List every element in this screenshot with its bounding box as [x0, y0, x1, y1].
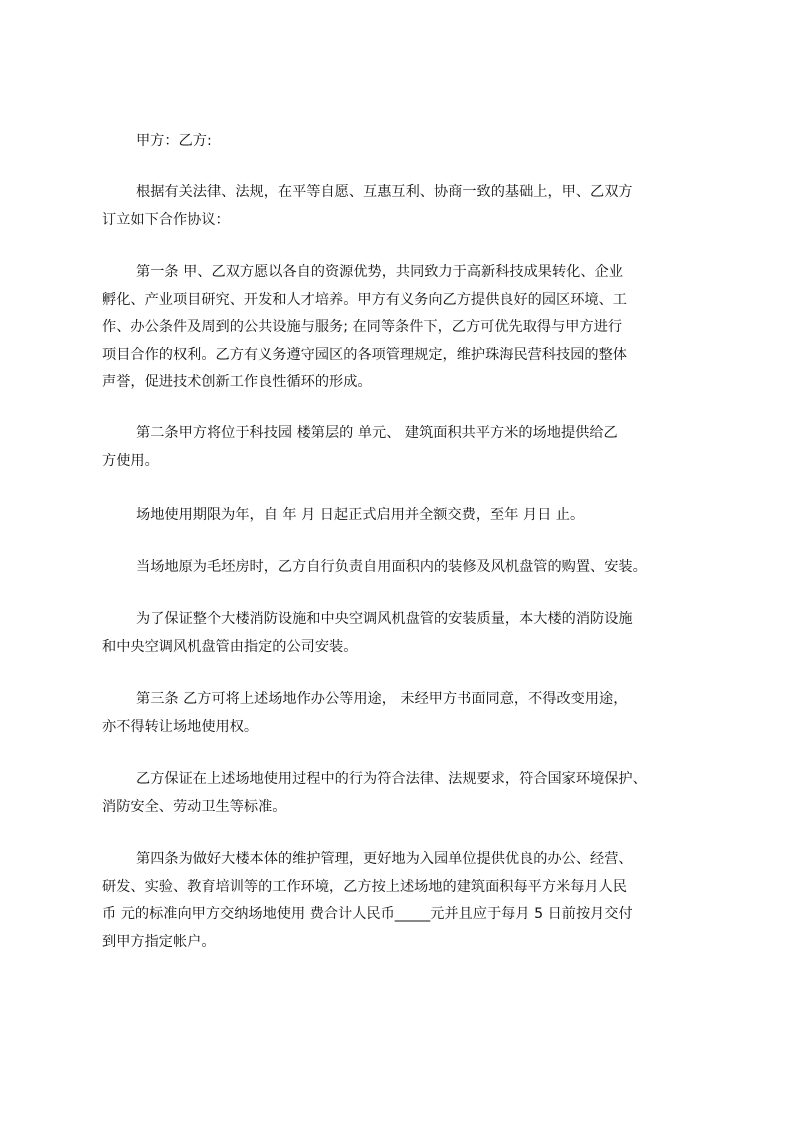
- renovation-text: 当场地原为毛坯房时，乙方自行负责自用面积内的装修及风机盘管的购置、安装。: [136, 559, 647, 575]
- article1-line-4: 项目合作的权利。乙方有义务遵守园区的各项管理规定，维护珠海民营科技园的整体: [102, 346, 627, 363]
- article4-line-4: 到甲方指定帐户。: [102, 933, 216, 950]
- compliance-paragraph: [102, 766, 712, 821]
- article4-line-3: 币 元的标准向甲方交纳场地使用 费合计人民币_____元并且应于每月 5 日前按月交付: [102, 906, 633, 922]
- article1-line-5: 声誉，促进技术创新工作良性循环的形成。: [102, 374, 372, 390]
- article4-paragraph: [102, 846, 712, 956]
- installation-paragraph: [102, 606, 712, 661]
- compliance-line-1: 乙方保证在上述场地使用过程中的行为符合法律、法规要求，符合国家环境保护、: [136, 771, 647, 787]
- article4-line-2: 研发、实验、教育培训等的工作环境，乙方按上述场地的建筑面积每平方米每月人民: [102, 878, 627, 895]
- article2-line-2: 方使用。: [102, 452, 159, 469]
- intro-paragraph: [102, 179, 712, 234]
- article4-line-1: 第四条为做好大楼本体的维护管理，更好地为入园单位提供优良的办公、经营、: [136, 851, 633, 867]
- article2-paragraph: [102, 420, 712, 475]
- intro-line-2: 订立如下合作协议：: [102, 211, 230, 228]
- article1-line-1: 第一条 甲、乙双方愿以各自的资源优势，共同致力于高新科技成果转化、企业: [136, 264, 623, 280]
- article2-line-1: 第二条甲方将位于科技园 楼第层的 单元、 建筑面积共平方米的场地提供给乙: [136, 425, 618, 441]
- article1-paragraph: [102, 259, 712, 397]
- installation-line-1: 为了保证整个大楼消防设施和中央空调风机盘管的安装质量，本大楼的消防设施: [136, 611, 633, 627]
- renovation-paragraph: [102, 554, 712, 582]
- article1-line-2: 孵化、产业项目研究、开发和人才培养。甲方有义务向乙方提供良好的园区环境、工: [102, 291, 627, 308]
- term-text: 场地使用期限为年，自 年 月 日起正式启用并全额交费，至年 月日 止。: [136, 507, 585, 523]
- intro-line-1: 根据有关法律、法规，在平等自愿、互惠互利、协商一致的基础上，甲、乙双方: [136, 184, 633, 200]
- term-paragraph: [102, 502, 712, 530]
- article3-line-1: 第三条 乙方可将上述场地作办公等用途， 未经甲方书面同意，不得改变用途，: [136, 691, 628, 707]
- installation-line-2: 和中央空调风机盘管由指定的公司安装。: [102, 638, 358, 655]
- parties-line: [102, 128, 712, 156]
- compliance-line-2: 消防安全、劳动卫生等标准。: [102, 798, 287, 815]
- article3-paragraph: [102, 686, 712, 741]
- article3-line-2: 亦不得转让场地使用权。: [102, 718, 259, 735]
- parties-text: 甲方：乙方:: [136, 133, 212, 149]
- article1-line-3: 作、办公条件及周到的公共设施与服务; 在同等条件下，乙方可优先取得与甲方进行: [102, 319, 623, 335]
